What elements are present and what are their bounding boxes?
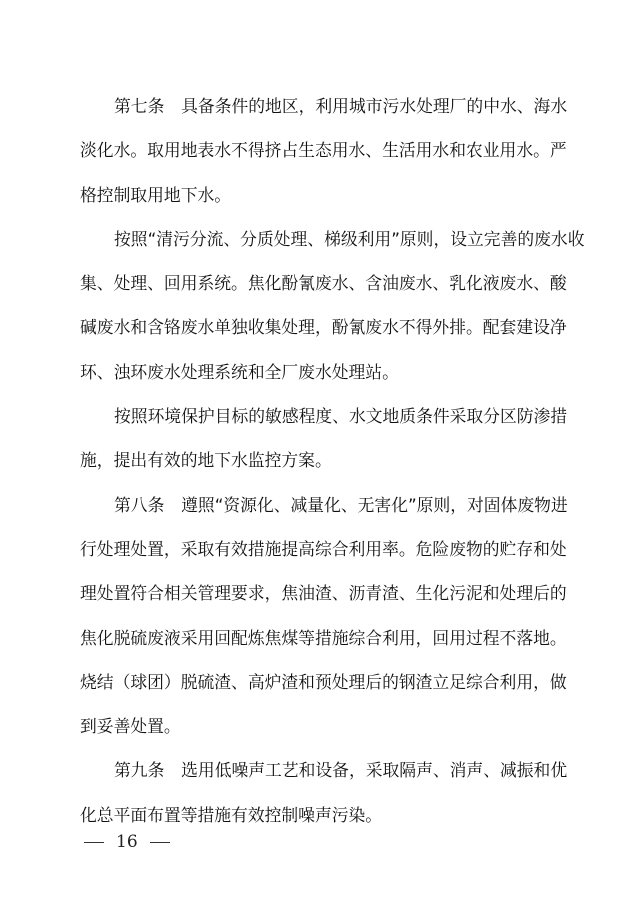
- text-line: 理处置符合相关管理要求，焦油渣、沥青渣、生化污泥和处理后的: [80, 583, 567, 604]
- text-line: 第八条 遵照“资源化、减量化、无害化”原则，对固体废物进: [114, 494, 568, 515]
- article-8-paragraph: [80, 483, 568, 749]
- text-line: 焦化脱硫废液采用回配炼焦煤等措施综合利用，回用过程不落地。: [80, 627, 567, 648]
- article-9-paragraph: [80, 748, 568, 837]
- dash-left: [84, 842, 104, 843]
- document-body: [80, 84, 585, 837]
- page-footer: [84, 832, 170, 852]
- text-line: 淡化水。取用地表水不得挤占生态用水、生活用水和农业用水。严: [80, 140, 567, 161]
- text-line: 第七条 具备条件的地区，利用城市污水处理厂的中水、海水: [114, 96, 568, 116]
- text-line: 施，提出有效的地下水监控方案。: [80, 450, 332, 471]
- text-line: 化总平面布置等措施有效控制噪声污染。: [80, 804, 383, 825]
- article-7-paragraph: [80, 84, 568, 217]
- text-line: 按照环境保护目标的敏感程度、水文地质条件采取分区防渗措: [114, 406, 568, 427]
- text-line: 环、浊环废水处理系统和全厂废水处理站。: [80, 361, 399, 382]
- wastewater-paragraph: [80, 217, 585, 394]
- text-line: 碱废水和含铬废水单独收集处理，酚氰废水不得外排。配套建设净: [80, 317, 567, 338]
- text-line: 格控制取用地下水。: [80, 184, 232, 205]
- groundwater-paragraph: [80, 394, 568, 483]
- page-number: 16: [116, 832, 138, 852]
- text-line: 按照“清污分流、分质处理、梯级利用”原则，设立完善的废水收: [114, 228, 585, 249]
- dash-right: [150, 842, 170, 843]
- text-line: 第九条 选用低噪声工艺和设备，采取隔声、消声、减振和优: [114, 760, 568, 781]
- text-line: 集、处理、回用系统。焦化酚氰废水、含油废水、乳化液废水、酸: [80, 273, 567, 294]
- text-line: 行处理处置，采取有效措施提高综合利用率。危险废物的贮存和处: [80, 538, 567, 559]
- text-line: 烧结（球团）脱硫渣、高炉渣和预处理后的钢渣立足综合利用，做: [80, 671, 567, 692]
- text-line: 到妥善处置。: [80, 716, 181, 737]
